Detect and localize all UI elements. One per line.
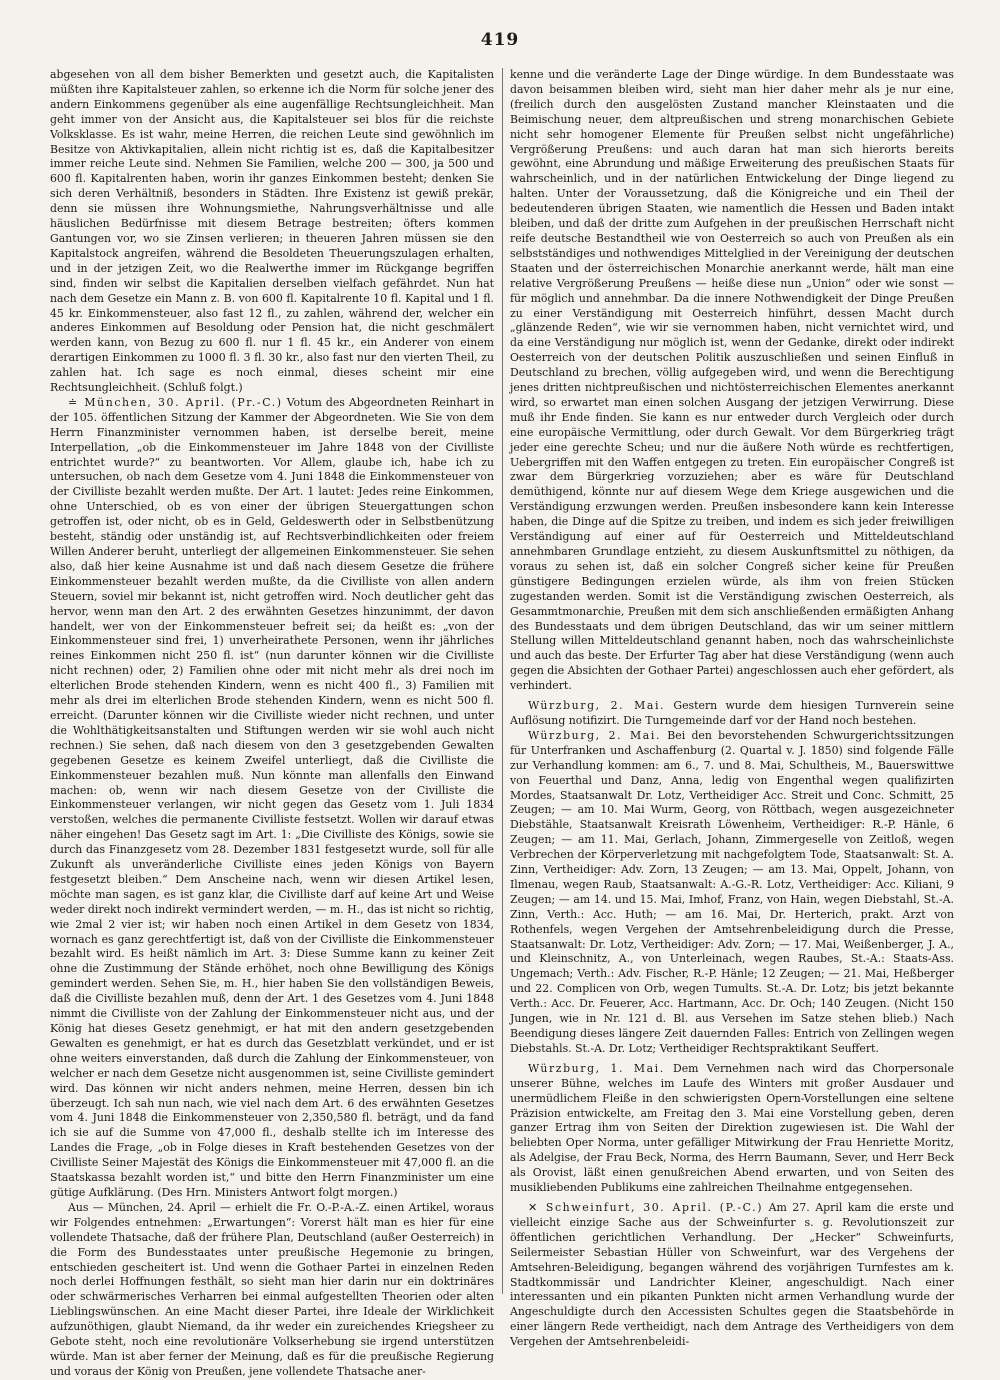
article-body: Dem Vernehmen nach wird das Chorpersonale unserer Bühne, welches im Laufe des Winters mit großer Ausdauer und unermüdlichem Fleiße in den schwierigsten Opern-Vorstellungen eine seltene Präzision entwickelte, am Freitag den 3. Mai eine Vorstellung geben, deren ganzer Ertrag ihm von Seiten der Direktion zugewiesen ist. Die Wahl der beliebten Oper Norma, unter gefälliger Mitwirkung der Frau Henriette Moritz, als Adelgise, der Frau Beck, Norma, des Herrn Baumann, Sever, und Herr Beck als Orovist, läßt einen genußreichen Abend erwarten, und von Seiten des musikliebenden Publikums eine zahlreichen Theilnahme entgegensehen. [510,1061,954,1195]
article-dateline: Würzburg, 2. Mai. [528,728,662,742]
article-dateline: ≐ München, 30. April. (Pr.-C.) [68,395,283,409]
article-dateline: Würzburg, 1. Mai. [528,1061,665,1075]
article-body: Bei den bevorstehenden Schwurgerichtssitzungen für Unterfranken und Aschaffenburg (2. Quartal v. J. 1850) sind folgende Fälle zur Verhandlung kommen: am 6., 7. und 8. Mai, Schultheis, M., Bauerswittwe von Feuerthal und Danz, Anna, ledig von Engenthal wegen qualifizirten Mordes, Staatsanwalt Dr. Lotz, Vertheidiger Acc. Streit und Conc. Schmitt, 25 Zeugen; — am 10. Mai Wurm, Georg, von Röttbach, wegen ausgezeichneter Diebstähle, Staatsanwalt Kreisrath Löwenheim, Vertheidiger: R.-P. Hänle, 6 Zeugen; — am 11. Mai, Gerlach, Johann, Zimmergeselle von Zeitloß, wegen Verbrechen der Körperverletzung mit nachgefolgtem Tode, Staatsanwalt: St. A. Zinn, Vertheidiger: Adv. Zorn, 13 Zeugen; — am 13. Mai, Oppelt, Johann, von Ilmenau, wegen Raub, Staatsanwalt: A.-G.-R. Lotz, Vertheidiger: Acc. Kiliani, 9 Zeugen; — am 14. und 15. Mai, Imhof, Franz, von Hain, wegen Diebstahl, St.-A. Zinn, Verth.: Acc. Huth; — am 16. Mai, Dr. Herterich, prakt. Arzt von Rothenfels, wegen Vergehen der Amtsehrenbeleidigung durch die Presse, Staatsanwalt: Dr. Lotz, Vertheidiger: Adv. Zorn; — 17. Mai, Weißenberger, J. A., und Kleinschnitz, A., von Unterleinach, wegen Raubes, St.-A.: Staats-Ass. Ungemach; Verth.: Adv. Fischer, R.-P. Hänle; 12 Zeugen; — 21. Mai, Heßberger und 22. Complicen von Orb, wegen Tumults. St.-A. Dr. Lotz; bis jetzt bekannte Verth.: Acc. Dr. Feuerer, Acc. Hartmann, Acc. Dr. Och; 140 Zeugen. (Nicht 150 Jungen, wie in Nr. 121 d. Bl. aus Versehen im Satze stehen blieb.) Nach Beendigung dieses längere Zeit dauernden Falles: Entrich von Zellingen wegen Diebstahls. St.-A. Dr. Lotz; Vertheidiger Rechtspraktikant Seuffert. [510,728,954,1055]
article-dateline: ✕ Schweinfurt, 30. April. (P.-C.) [528,1200,764,1214]
article-dateline: Aus — München, 24. April [68,1200,216,1214]
article-wuerzburg-theatre [510,1062,954,1196]
column-divider [502,68,503,1294]
article-munich-expectations [50,1201,494,1380]
article-body: — erhielt die Fr. O.-P.-A.-Z. einen Artikel, woraus wir Folgendes entnehmen: „Erwartungen“: Vorerst hält man es hier für eine vollendete Thatsache, daß der frühere Plan, Deutschland (außer Oesterreich) in die Form des Bundesstaates unter preußische Hegemonie zu bringen, entschieden gescheitert ist. Und wenn die Gothaer Partei in einzelnen Reden noch derlei Hoffnungen festhält, so sieht man hier darin nur ein doktrinäres oder schwärmerisches Verharren bei einmal aufgestellten Theorien oder alten Lieblingswünschen. An eine Macht dieser Partei, ihre Ideale der Wirklichkeit aufzunöthigen, glaubt Niemand, da ihr weder ein zureichendes Kriegsheer zu Gebote steht, noch eine revolutionäre Volkserhebung sie irgend unterstützen würde. Man ist aber ferner der Meinung, daß es für die preußische Regierung und voraus der König von Preußen, jene vollendete Thatsache aner- [50,1200,494,1378]
article-dateline: Würzburg, 2. Mai. [528,699,666,713]
article-wuerzburg-turnverein [510,699,954,729]
article-expectations-continuation: kenne und die veränderte Lage der Dinge würdige. In dem Bundesstaate was davon beisammen bleiben wird, sieht man hier daher mehr als je nur eine, (freilich durch den ausgelösten Zustand mancher Kleinstaaten und die Beimischung neuer, dem altpreußischen und streng monarchischen Gebiete nicht sehr homogener Elemente für Preußen selbst nicht ungefährliche) Vergrößerung Preußens: und auch daran hat man sich hierorts bereits gewöhnt, eine Abrundung und mäßige Erweiterung des preußischen Staats für wahrscheinlich, und in der natürlichen Entwickelung der Dinge liegend zu halten. Unter der Voraussetzung, daß die Königreiche und ein Theil der bedeutenderen übrigen Staaten, wie namentlich die Hessen und Baden intakt bleiben, und daß der dritte zum Aufgehen in der preußischen Herrschaft nicht reife deutsche Bestandtheil wie von Oesterreich so auch von Preußen als ein selbstständiges und nothwendiges Mittelglied in der Vereinigung der deutschen Staaten und der österreichischen Monarchie anerkannt werde, hält man eine relative Vergrößerung Preußens — heiße diese nun „Union“ oder wie sonst — für möglich und annehmbar. Da die innere Nothwendigkeit der Dinge Preußen zu einer Verständigung mit Oesterreich hinführt, dessen Macht durch „glänzende Reden“, wie wir sie vernommen haben, nicht vernichtet wird, und da eine Verständigung nur möglich ist, wenn der Gedanke, direkt oder indirekt Oesterreich von der deutschen Politik auszuschließen und seinen Einfluß in Deutschland zu brechen, völlig aufgegeben wird, und wenn die Berechtigung jenes dritten nichtpreußischen und nichtösterreichischen Elementes anerkannt wird, so erwartet man einen solchen Ausgang der jetzigen Verwirrung. Diese muß ihr Ende finden. Sie kann es nur entweder durch Vergleich oder durch eine europäische Vermittlung, oder durch Gewalt. Vor dem Bürgerkrieg trägt jeder eine gerechte Scheu; und nur die äußere Noth würde es rechtfertigen, Uebergriffen mit den Waffen entgegen zu treten. Ein europäischer Congreß ist zwar dem Bürgerkrieg vorzuziehen; aber es wäre für Deutschland demüthigend, könnte nur auf diesem Wege dem Kriege ausgewichen und die Verständigung erzwungen werden. Preußen insbesondere kann kein Interesse haben, die Dinge auf die Spitze zu treiben, und indem es sich jeder freiwilligen Verständigung auf einer auf für Oesterreich und Mitteldeutschland annehmbaren Grundlage entzieht, zu diesem Auskunftsmittel zu nöthigen, da voraus zu sehen ist, daß ein solcher Congreß sicher keine für Preußen günstigere Bedingungen erzielen würde, als ihm von freien Stücken zugestanden werden. Somit ist die Verständigung zwischen Oesterreich, als Gesammtmonarchie, Preußen mit dem sich anschließenden ermäßigten Anhang des Bundesstaats und dem übrigen Deutschland, das wir um seiner mittlern Stellung willen Mitteldeutschland genannt haben, noch das wahrscheinlichste und auch das beste. Der Erfurter Tag aber hat diese Verständigung (wenn auch gegen die Absichten der Gothaer Partei) angeschlossen auch eher gefördert, als verhindert. [510,68,954,693]
article-schweinfurt [510,1201,954,1350]
article-capital-tax-continuation: abgesehen von all dem bisher Bemerkten und gesetzt auch, die Kapitalisten müßten ihre Kapitalsteuer zahlen, so erkenne ich die Norm für solche jener des andern Einkommens gegenüber als eine augenfällige Rechtsungleichheit. Man geht immer von der Ansicht aus, die Kapitalsteuer sei blos für die reichste Volksklasse. Es ist wahr, meine Herren, die reichen Leute sind gewöhnlich im Besitze von Aktivkapitalien, allein nicht richtig ist es, daß die Kapitalbesitzer immer reiche Leute sind. Nehmen Sie Familien, welche 200 — 300, ja 500 und 600 fl. Kapitalrenten haben, worin ihr ganzes Einkommen besteht; denken Sie sich deren Verhältniß, besonders in Städten. Ihre Existenz ist gewiß prekär, denn sie müssen ihre Wohnungsmiethe, Nahrungsverhältnisse und alle häuslichen Bedürfnisse mit diesem Betrage bestreiten; öfters kommen Gantungen vor, wo sie Zinsen verlieren; in theueren Jahren müssen sie den Kapitalstock angreifen, während die Besoldeten Theuerungszulagen erhalten, und in der jetzigen Zeit, wo die Realwerthe immer im Rückgange begriffen sind, finden wir selbst die Kapitalien derselben vielfach gefährdet. Nun hat nach dem Gesetze ein Mann z. B. von 600 fl. Kapitalrente 10 fl. Kapital und 1 fl. 45 kr. Einkommensteuer, also fast 12 fl., zu zahlen, während der, welcher ein anderes Einkommen auf Besoldung oder Pension hat, die nicht geschmälert werden kann, von Bezug zu 600 fl. nur 1 fl. 45 kr., ein Anderer von einem derartigen Einkommen zu 1000 fl. 3 fl. 30 kr., also fast nur den vierten Theil, zu zahlen hat. Ich sage es noch einmal, dieses scheint mir eine Rechtsungleichheit. (Schluß folgt.) [50,68,494,395]
article-body: Am 27. April kam die erste und vielleicht einzige Sache aus der Schweinfurter s. g. Revolutionszeit zur öffentlichen gerichtlichen Verhandlung. Der „Hecker“ Schweinfurts, Seilermeister Sebastian Hüller von Schweinfurt, war des Vergehens der Amtsehren-Beleidigung, begangen während des vorjährigen Turnfestes am k. Stadtkommissär und Landrichter Kleiner, angeschuldigt. Nach einer interessanten und ein pikanten Punkten nicht armen Verhandlung wurde der Angeschuldigte durch den Accessisten Schultes gegen die Staatsbehörde in einer längern Rede vertheidigt, nach dem Antrage des Vertheidigers von dem Vergehen der Amtsehrenbeleidi- [510,1200,954,1349]
article-body: Votum des Abgeordneten Reinhart in der 105. öffentlichen Sitzung der Kammer der Abgeordneten. Wie Sie von dem Herrn Finanzminister vernommen haben, ist derselbe bereit, meine Interpellation, „ob die Einkommensteuer im Jahre 1848 von der Civilliste entrichtet wurde?“ zu beantworten. Vor Allem, glaube ich, habe ich zu untersuchen, ob nach dem Gesetze vom 4. Juni 1848 die Einkommensteuer von der Civilliste bezahlt werden mußte. Der Art. 1 lautet: Jedes reine Einkommen, ohne Unterschied, ob es von einer der übrigen Steuergattungen schon getroffen ist, oder nicht, ob es in Geld, Geldeswerth oder in Selbstbenützung besteht, ständig oder unständig ist, auf Rechtsverbindlichkeiten oder freiem Willen Anderer beruht, unterliegt der allgemeinen Einkommensteuer. Sie sehen also, daß hier keine Ausnahme ist und daß nach diesem Gesetze die frühere Einkommensteuer bezahlt werden mußte, da die Civilliste von allen andern Steuern, soviel mir bekannt ist, nicht getroffen wird. Noch deutlicher geht das hervor, wenn man den Art. 2 des erwähnten Gesetzes hinzunimmt, der davon handelt, wer von der Einkommensteuer befreit sei; da heißt es: „von der Einkommensteuer sind frei, 1) unverheirathete Personen, wenn ihr jährliches reines Einkommen nicht 250 fl. ist“ (nun darunter können wir die Civilliste nicht rechnen) oder, 2) Familien ohne oder mit nicht mehr als drei noch im elterlichen Brode stehenden Kindern, wenn es nicht 400 fl., 3) Familien mit mehr als drei im elterlichen Brode stehenden Kindern, wenn es nicht 500 fl. erreicht. (Darunter können wir die Civilliste wieder nicht rechnen, und unter die Wohlthätigkeitsanstalten und Stiftungen werden wir sie wohl auch nicht rechnen.) Sie sehen, daß nach diesem von den 3 gesetzgebenden Gewalten gegebenen Gesetze es keinem Zweifel unterliegt, daß die Civilliste die Einkommensteuer bezahlen muß. Nun könnte man allenfalls den Einwand machen: ob, wenn wir nach diesem Gesetze von der Civilliste die Einkommensteuer verlangen, wir nicht gegen das Gesetz vom 1. Juli 1834 verstoßen, welches die permanente Civilliste festsetzt. Wollen wir darauf etwas näher eingehen! Das Gesetz sagt im Art. 1: „Die Civilliste des Königs, sowie sie durch das Finanzgesetz vom 28. Dezember 1831 festgesetzt wurde, soll für alle Zukunft als unveränderliche Civilliste eines jeden Königs von Bayern festgesetzt bleiben.“ Dem Anscheine nach, wenn wir diesen Artikel lesen, möchte man sagen, es ist ganz klar, die Civilliste darf auf keine Art und Weise weder direkt noch indirekt vermindert werden, — m. H., das ist nicht so richtig, wie 2mal 2 vier ist; wir haben noch einen Artikel in dem Gesetz von 1834, wornach es ganz gerechtfertigt ist, daß von der Civilliste die Einkommensteuer bezahlt wird. Es heißt nämlich im Art. 3: Diese Summe kann zu keiner Zeit ohne die Zustimmung der Stände erhöhet, noch ohne Bewilligung des Königs gemindert werden. Sehen Sie, m. H., hier haben Sie den vollständigen Beweis, daß die Civilliste bezahlen muß, denn der Art. 1 des Gesetzes vom 4. Juni 1848 nimmt die Civilliste von der Zahlung der Einkommensteuer nicht aus, und der König hat dieses Gesetz genehmigt, er hat mit den andern gesetzgebenden Gewalten es genehmigt, er hat es durch das Gesetzblatt verkündet, und er ist ohne weiters einverstanden, daß durch die Zahlung der Einkommensteuer, von welcher er nach dem Gesetze nicht ausgenommen ist, seine Civilliste gemindert wird. Das können wir nicht anders nehmen, meine Herren, dessen bin ich überzeugt. Ich sah nun nach, wie viel nach dem Art. 6 des erwähnten Gesetzes vom 4. Juni 1848 die Einkommensteuer von 2,350,580 fl. beträgt, und da fand ich sie auf die Summe von 47,000 fl., deshalb stellte ich im Interesse des Landes die Frage, „ob in Folge dieses in Kraft bestehenden Gesetzes von der Civilliste Seiner Majestät des Königs die Einkommensteuer mit 47,000 fl. an die Staatskassa bezahlt worden ist,“ und bitte den Herrn Finanzminister um eine gütige Aufklärung. (Des Hrn. Ministers Antwort folgt morgen.) [50,395,495,1199]
article-wuerzburg-court [510,729,954,1057]
page-number: 419 [480,30,520,50]
article-body: Gestern wurde dem hiesigen Turnverein seine Auflösung notifizirt. Die Turngemeinde darf vor der Hand noch bestehen. [510,699,954,727]
left-column [50,68,495,1378]
right-column [510,68,954,1349]
article-munich-reinhart [50,396,494,1201]
